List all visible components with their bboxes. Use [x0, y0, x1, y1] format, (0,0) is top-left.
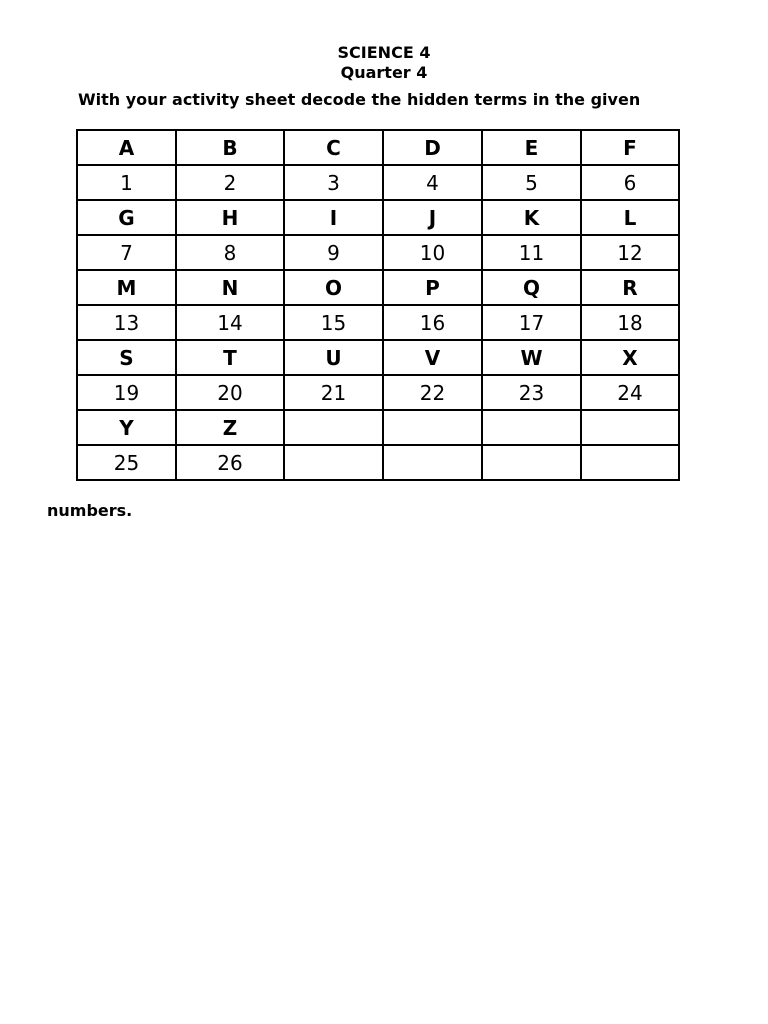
- number-cell: 10: [383, 235, 482, 270]
- number-cell: [581, 445, 679, 480]
- letter-cell: L: [581, 200, 679, 235]
- letter-cell: M: [77, 270, 176, 305]
- letter-cell: J: [383, 200, 482, 235]
- letter-cell: F: [581, 130, 679, 165]
- number-cell: 3: [284, 165, 383, 200]
- number-cell: 8: [176, 235, 284, 270]
- number-cell: 14: [176, 305, 284, 340]
- letter-cell: U: [284, 340, 383, 375]
- number-cell: 5: [482, 165, 581, 200]
- number-cell: 18: [581, 305, 679, 340]
- number-cell: 7: [77, 235, 176, 270]
- number-cell: 15: [284, 305, 383, 340]
- letter-row: [77, 130, 679, 165]
- number-row: [77, 445, 679, 480]
- number-row: [77, 305, 679, 340]
- letter-cell: W: [482, 340, 581, 375]
- letter-cell: K: [482, 200, 581, 235]
- number-cell: 6: [581, 165, 679, 200]
- letter-cell: H: [176, 200, 284, 235]
- letter-cell: X: [581, 340, 679, 375]
- number-cell: 11: [482, 235, 581, 270]
- instruction-text: With your activity sheet decode the hidden terms in the given: [78, 90, 641, 109]
- letter-cell: [482, 410, 581, 445]
- letter-cell: P: [383, 270, 482, 305]
- number-cell: 20: [176, 375, 284, 410]
- document-subtitle: Quarter 4: [340, 63, 428, 82]
- number-cell: 9: [284, 235, 383, 270]
- letter-cell: [383, 410, 482, 445]
- number-row: [77, 375, 679, 410]
- letter-cell: I: [284, 200, 383, 235]
- letter-row: [77, 410, 679, 445]
- letter-cell: E: [482, 130, 581, 165]
- number-cell: 23: [482, 375, 581, 410]
- letter-cell: [284, 410, 383, 445]
- number-cell: 26: [176, 445, 284, 480]
- number-row: [77, 165, 679, 200]
- document-title: SCIENCE 4: [337, 43, 431, 62]
- letter-cell: Y: [77, 410, 176, 445]
- letter-cell: D: [383, 130, 482, 165]
- letter-cell: G: [77, 200, 176, 235]
- letter-row: [77, 200, 679, 235]
- letter-number-cipher-table: [76, 129, 680, 481]
- number-cell: 12: [581, 235, 679, 270]
- number-cell: 4: [383, 165, 482, 200]
- letter-cell: T: [176, 340, 284, 375]
- number-cell: 22: [383, 375, 482, 410]
- letter-row: [77, 340, 679, 375]
- letter-cell: B: [176, 130, 284, 165]
- letter-cell: R: [581, 270, 679, 305]
- number-cell: 13: [77, 305, 176, 340]
- letter-cell: C: [284, 130, 383, 165]
- number-cell: 17: [482, 305, 581, 340]
- letter-cell: Z: [176, 410, 284, 445]
- instruction-text-continued: numbers.: [47, 501, 133, 520]
- letter-cell: A: [77, 130, 176, 165]
- number-cell: 21: [284, 375, 383, 410]
- number-cell: 19: [77, 375, 176, 410]
- number-cell: 1: [77, 165, 176, 200]
- letter-cell: Q: [482, 270, 581, 305]
- letter-cell: N: [176, 270, 284, 305]
- number-cell: 16: [383, 305, 482, 340]
- number-cell: 2: [176, 165, 284, 200]
- number-cell: 24: [581, 375, 679, 410]
- letter-cell: V: [383, 340, 482, 375]
- letter-row: [77, 270, 679, 305]
- number-cell: 25: [77, 445, 176, 480]
- number-cell: [383, 445, 482, 480]
- number-cell: [284, 445, 383, 480]
- letter-cell: [581, 410, 679, 445]
- letter-cell: O: [284, 270, 383, 305]
- number-cell: [482, 445, 581, 480]
- letter-cell: S: [77, 340, 176, 375]
- number-row: [77, 235, 679, 270]
